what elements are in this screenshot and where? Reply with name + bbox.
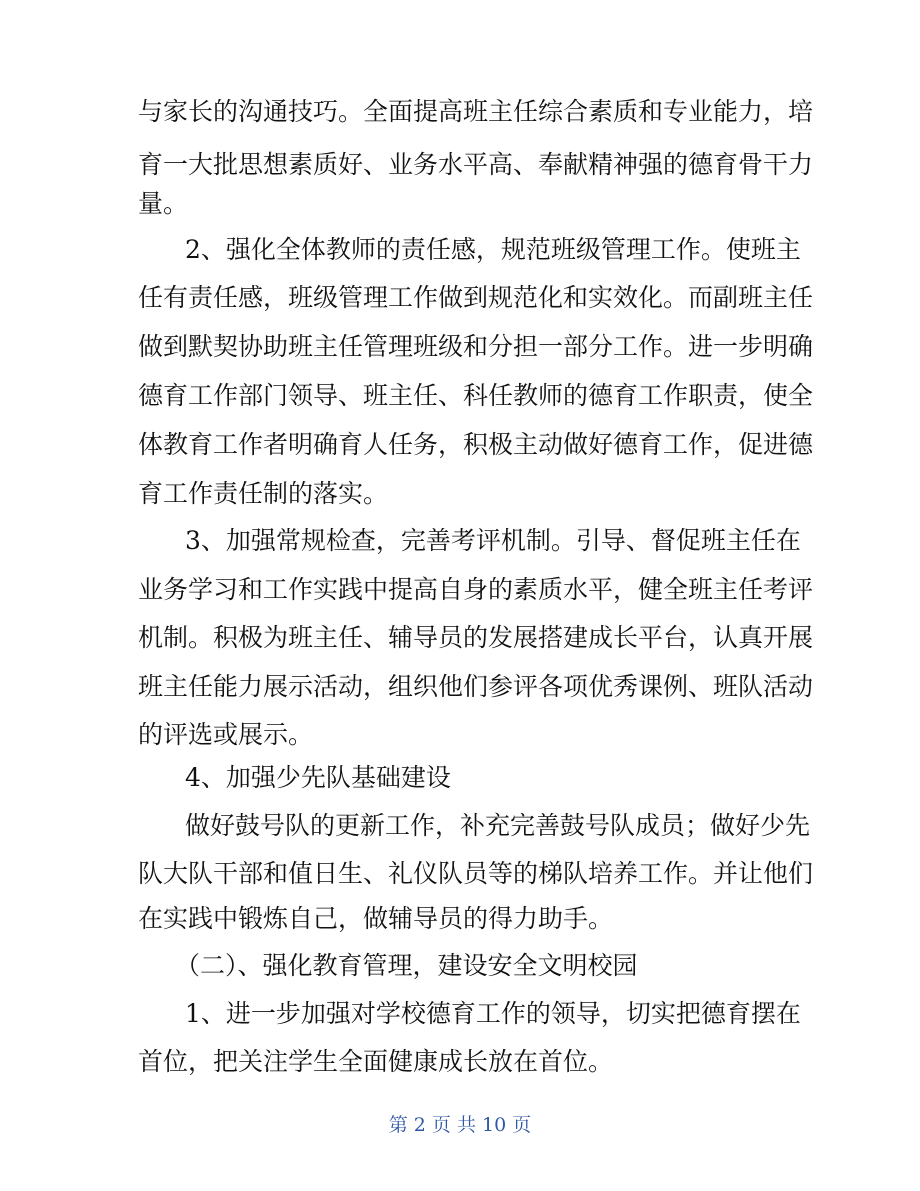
text-line: 班主任能力展示活动，组织他们参评各项优秀课例、班队活动 (138, 672, 814, 701)
text-line: 1、进一步加强对学校德育工作的领导，切实把德育摆在 (185, 999, 801, 1028)
section-heading: 4、加强少先队基础建设 (185, 763, 451, 792)
text-line: 机制。积极为班主任、辅导员的发展搭建成长平台，认真开展 (138, 623, 814, 652)
text-line: 业务学习和工作实践中提高自身的素质水平，健全班主任考评 (138, 575, 814, 604)
section-heading: （二）、强化教育管理，建设安全文明校园 (175, 951, 638, 980)
text-line: 德育工作部门领导、班主任、科任教师的德育工作职责，使全 (138, 381, 814, 410)
text-line: 3、加强常规检查，完善考评机制。引导、督促班主任在 (185, 526, 801, 555)
text-line: 任有责任感，班级管理工作做到规范化和实效化。而副班主任 (138, 283, 814, 312)
text-line: 育一大批思想素质好、业务水平高、奉献精神强的德育骨干力 (138, 150, 814, 179)
page-number-footer: 第 2 页 共 10 页 (388, 1114, 532, 1136)
text-line: 体教育工作者明确育人任务，积极主动做好德育工作，促进德 (138, 430, 814, 459)
text-line: 首位，把关注学生全面健康成长放在首位。 (138, 1047, 614, 1076)
text-line: 2、强化全体教师的责任感，规范班级管理工作。使班主 (185, 235, 801, 264)
text-line: 在实践中锻炼自己，做辅导员的得力助手。 (138, 904, 614, 933)
text-line: 的评选或展示。 (138, 720, 314, 749)
text-line: 量。 (138, 189, 189, 218)
text-line: 做到默契协助班主任管理班级和分担一部分工作。进一步明确 (138, 332, 814, 361)
text-line: 育工作责任制的落实。 (138, 479, 389, 508)
text-line: 与家长的沟通技巧。全面提高班主任综合素质和专业能力，培 (138, 97, 814, 126)
text-line: 做好鼓号队的更新工作，补充完善鼓号队成员；做好少先 (185, 811, 811, 840)
text-line: 队大队干部和值日生、礼仪队员等的梯队培养工作。并让他们 (138, 859, 814, 888)
